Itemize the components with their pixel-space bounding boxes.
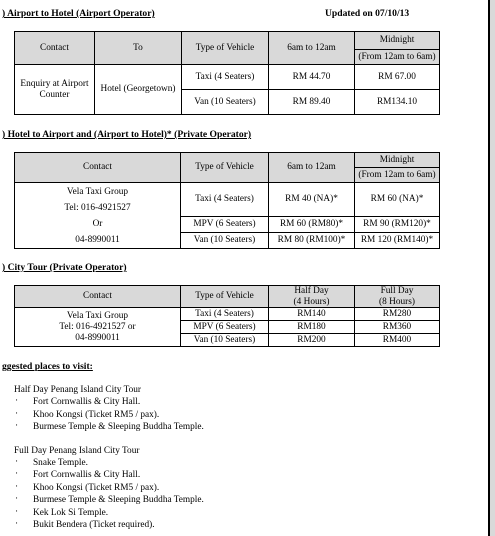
midnight-price-cell: RM 60 (NA)*	[355, 183, 440, 217]
list-item	[14, 507, 204, 519]
vehicle-cell: Taxi (4 Seaters)	[181, 308, 269, 321]
header-vehicle: Type of Vehicle	[182, 32, 269, 65]
header-contact: Contact	[15, 286, 181, 308]
header-full-day	[355, 286, 440, 308]
midnight-price-cell: RM 120 (RM140)*	[355, 232, 440, 248]
contact-line: 04-8990011	[75, 235, 120, 245]
tour-list	[14, 384, 204, 531]
list-item-text: Bukit Bendera (Ticket required).	[33, 520, 155, 531]
bullet-icon: ·	[15, 408, 19, 419]
contact-line: Tel: 016-4921527	[64, 203, 131, 213]
bullet-icon: ·	[15, 481, 19, 492]
bullet-icon: ·	[15, 457, 19, 468]
half-day-price-cell: RM180	[269, 321, 355, 334]
section3-heading: ) City Tour (Private Operator)	[2, 262, 127, 273]
contact-cell	[15, 308, 181, 347]
list-item-text: Burmese Temple & Sleeping Buddha Temple.	[33, 422, 204, 433]
day-price-cell: RM 40 (NA)*	[269, 183, 355, 217]
header-contact: Contact	[15, 32, 95, 65]
header-midnight: Midnight	[355, 153, 440, 168]
list-item	[14, 482, 204, 494]
tour-title: Half Day Penang Island City Tour	[14, 385, 141, 395]
header-midnight-sub: (From 12am to 6am)	[355, 168, 440, 183]
contact-line: 04-8990011	[75, 332, 120, 343]
bullet-icon: ·	[15, 469, 19, 480]
hotel-to-airport-table	[14, 152, 440, 249]
bullet-icon: ·	[15, 421, 19, 432]
full-day-price-cell: RM360	[355, 321, 440, 334]
vehicle-cell: MPV (6 Seaters)	[181, 216, 269, 232]
list-item-text: Fort Cornwallis & City Hall.	[33, 470, 141, 481]
section2-heading: ) Hotel to Airport and (Airport to Hotel)* (Private Operator)	[2, 129, 252, 140]
header-half-day	[269, 286, 355, 308]
header-vehicle: Type of Vehicle	[181, 153, 269, 183]
contact-cell: Enquiry at Airport Counter	[15, 65, 95, 115]
window-background	[490, 0, 495, 536]
vehicle-cell: Taxi (4 Seaters)	[181, 183, 269, 217]
list-item-text: Snake Temple.	[33, 458, 88, 469]
full-day-price-cell: RM280	[355, 308, 440, 321]
bullet-icon: ·	[15, 396, 19, 407]
full-day-label: Full Day	[380, 286, 414, 296]
list-item-text: Khoo Kongsi (Ticket RM5 / pax).	[33, 409, 160, 420]
vehicle-cell: Taxi (4 Seaters)	[182, 65, 269, 90]
section1-heading: ) Airport to Hotel (Airport Operator)	[2, 8, 155, 19]
half-day-price-cell: RM200	[269, 334, 355, 347]
tour-title: Full Day Penang Island City Tour	[14, 445, 140, 456]
airport-to-hotel-table	[14, 31, 440, 115]
bullet-icon: ·	[15, 494, 19, 505]
city-tour-table	[14, 285, 440, 347]
midnight-price-cell: RM134.10	[355, 90, 440, 115]
header-contact: Contact	[15, 153, 181, 183]
header-vehicle: Type of Vehicle	[181, 286, 269, 308]
contact-cell	[15, 183, 181, 249]
bullet-icon: ·	[15, 506, 19, 517]
list-item	[14, 396, 204, 408]
day-price-cell: RM 80 (RM100)*	[269, 232, 355, 248]
list-item-text: Kek Lok Si Temple.	[33, 507, 109, 518]
full-day-price-cell: RM400	[355, 334, 440, 347]
header-midnight: Midnight	[355, 32, 440, 50]
list-item-text: Khoo Kongsi (Ticket RM5 / pax).	[33, 482, 160, 493]
list-item	[14, 469, 204, 481]
header-to: To	[95, 32, 182, 65]
vehicle-cell: MPV (6 Seaters)	[181, 321, 269, 334]
day-price-cell: RM 89.40	[269, 90, 355, 115]
half-day-label: Half Day	[294, 286, 329, 296]
header-day: 6am to 12am	[269, 32, 355, 65]
bullet-icon: ·	[15, 519, 19, 530]
day-price-cell: RM 44.70	[269, 65, 355, 90]
updated-date: Updated on 07/10/13	[325, 8, 410, 19]
list-item	[14, 519, 204, 531]
list-item-text: Burmese Temple & Sleeping Buddha Temple.	[33, 495, 204, 506]
list-item-text: Fort Cornwallis & City Hall.	[33, 397, 141, 408]
list-item	[14, 494, 204, 506]
midnight-price-cell: RM 67.00	[355, 65, 440, 90]
list-item	[14, 421, 204, 433]
vehicle-cell: Van (10 Seaters)	[181, 334, 269, 347]
contact-line: Tel: 016-4921527 or	[59, 322, 136, 333]
full-day-sub: (8 Hours)	[379, 296, 415, 307]
midnight-price-cell: RM 90 (RM120)*	[355, 216, 440, 232]
contact-line: Vela Taxi Group	[66, 311, 129, 322]
list-item	[14, 409, 204, 421]
day-price-cell: RM 60 (RM80)*	[269, 216, 355, 232]
half-day-price-cell: RM140	[269, 308, 355, 321]
vehicle-cell: Van (10 Seaters)	[182, 90, 269, 115]
section4-heading: ggested places to visit:	[2, 361, 93, 372]
destination-cell: Hotel (Georgetown)	[95, 65, 182, 115]
header-day: 6am to 12am	[269, 153, 355, 183]
half-day-sub: (4 Hours)	[293, 296, 330, 307]
header-midnight-sub: (From 12am to 6am)	[355, 50, 440, 65]
contact-line: Vela Taxi Group	[66, 187, 129, 197]
vehicle-cell: Van (10 Seaters)	[181, 232, 269, 248]
contact-line: Or	[92, 219, 103, 229]
list-item	[14, 457, 204, 469]
